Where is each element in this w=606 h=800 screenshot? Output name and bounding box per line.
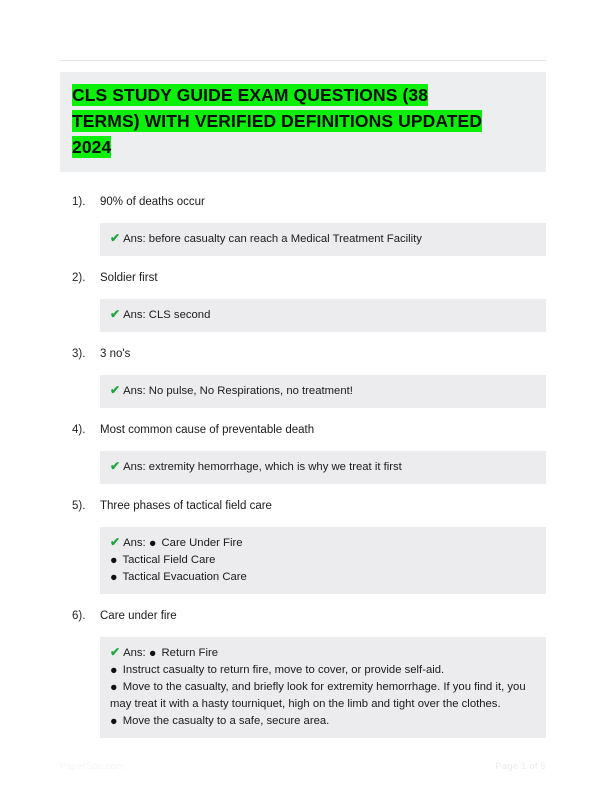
bullet-icon: ● — [110, 663, 118, 677]
answer-box — [100, 527, 546, 594]
answer-text: Move the casualty to a safe, secure area. — [122, 715, 330, 727]
check-icon: ✔ — [110, 231, 121, 245]
answer-line — [110, 382, 536, 400]
question-row — [60, 608, 546, 625]
bullet-icon: ● — [110, 714, 118, 728]
watermark-text: PaperStic.com — [60, 761, 125, 772]
question-row — [60, 346, 546, 363]
answer-text: Ans: extremity hemorrhage, which is why we treat it first — [123, 461, 402, 473]
page-number: Page 1 of 5 — [495, 761, 546, 772]
check-icon: ✔ — [110, 645, 121, 659]
check-icon: ✔ — [110, 459, 121, 473]
question-number: 3). — [72, 348, 86, 360]
page-title — [72, 82, 534, 160]
check-icon: ✔ — [110, 535, 121, 549]
answer-line — [110, 306, 536, 324]
question-number: 6). — [72, 610, 86, 622]
qa-item — [60, 422, 546, 484]
answer-prefix: Ans: — [123, 647, 149, 659]
document-title-block — [60, 72, 546, 172]
answer-line — [110, 569, 536, 586]
answer-text: Tactical Evacuation Care — [122, 571, 247, 583]
question-number: 4). — [72, 424, 86, 436]
question-text: 3 no's — [100, 348, 131, 360]
qa-item — [60, 498, 546, 594]
answer-box — [100, 299, 546, 332]
question-number: 2). — [72, 272, 86, 284]
page-footer — [60, 761, 546, 772]
question-list — [60, 194, 546, 738]
bullet-icon: ● — [148, 646, 157, 660]
answer-text: Return Fire — [161, 647, 219, 659]
page-title-line-1: CLS STUDY GUIDE EXAM QUESTIONS (38 — [72, 85, 429, 105]
answer-box — [100, 223, 546, 256]
qa-item — [60, 194, 546, 256]
answer-line — [110, 662, 536, 679]
answer-text: Move to the casualty, and briefly look for extremity hemorrhage. If you find it, you may treat it with a hasty tourniquet, high on the limb and tight over the clothes. — [110, 681, 526, 710]
bullet-icon: ● — [110, 553, 118, 567]
question-number: 1). — [72, 196, 86, 208]
page-title-line-2: TERMS) WITH VERIFIED DEFINITIONS UPDATED — [72, 111, 483, 131]
answer-text: Ans: No pulse, No Respirations, no treatment! — [123, 385, 353, 397]
question-row — [60, 498, 546, 515]
bullet-icon: ● — [110, 680, 118, 694]
question-text: Soldier first — [100, 272, 158, 284]
question-text: Care under fire — [100, 610, 177, 622]
check-icon: ✔ — [110, 307, 121, 321]
answer-line — [110, 458, 536, 476]
qa-item — [60, 608, 546, 738]
question-text: 90% of deaths occur — [100, 196, 205, 208]
question-row — [60, 194, 546, 211]
question-number: 5). — [72, 500, 86, 512]
page-title-line-3: 2024 — [72, 137, 112, 157]
answer-line — [110, 534, 536, 552]
qa-item — [60, 270, 546, 332]
bullet-icon: ● — [148, 536, 157, 550]
header-divider — [60, 60, 546, 61]
answer-box — [100, 375, 546, 408]
question-text: Three phases of tactical field care — [100, 500, 272, 512]
answer-line — [110, 644, 536, 662]
answer-box — [100, 637, 546, 738]
answer-line — [110, 713, 536, 730]
answer-text: Tactical Field Care — [122, 554, 216, 566]
answer-prefix: Ans: — [123, 537, 149, 549]
answer-text: Care Under Fire — [161, 537, 243, 549]
answer-text: Ans: CLS second — [123, 309, 211, 321]
answer-text: Ans: before casualty can reach a Medical Treatment Facility — [123, 233, 422, 245]
answer-box — [100, 451, 546, 484]
question-row — [60, 270, 546, 287]
bullet-icon: ● — [110, 570, 118, 584]
qa-item — [60, 346, 546, 408]
document-content — [60, 72, 546, 752]
answer-text: Instruct casualty to return fire, move to cover, or provide self-aid. — [122, 664, 445, 676]
question-row — [60, 422, 546, 439]
answer-line — [110, 230, 536, 248]
answer-line — [110, 679, 536, 713]
question-text: Most common cause of preventable death — [100, 424, 315, 436]
answer-line — [110, 552, 536, 569]
check-icon: ✔ — [110, 383, 121, 397]
